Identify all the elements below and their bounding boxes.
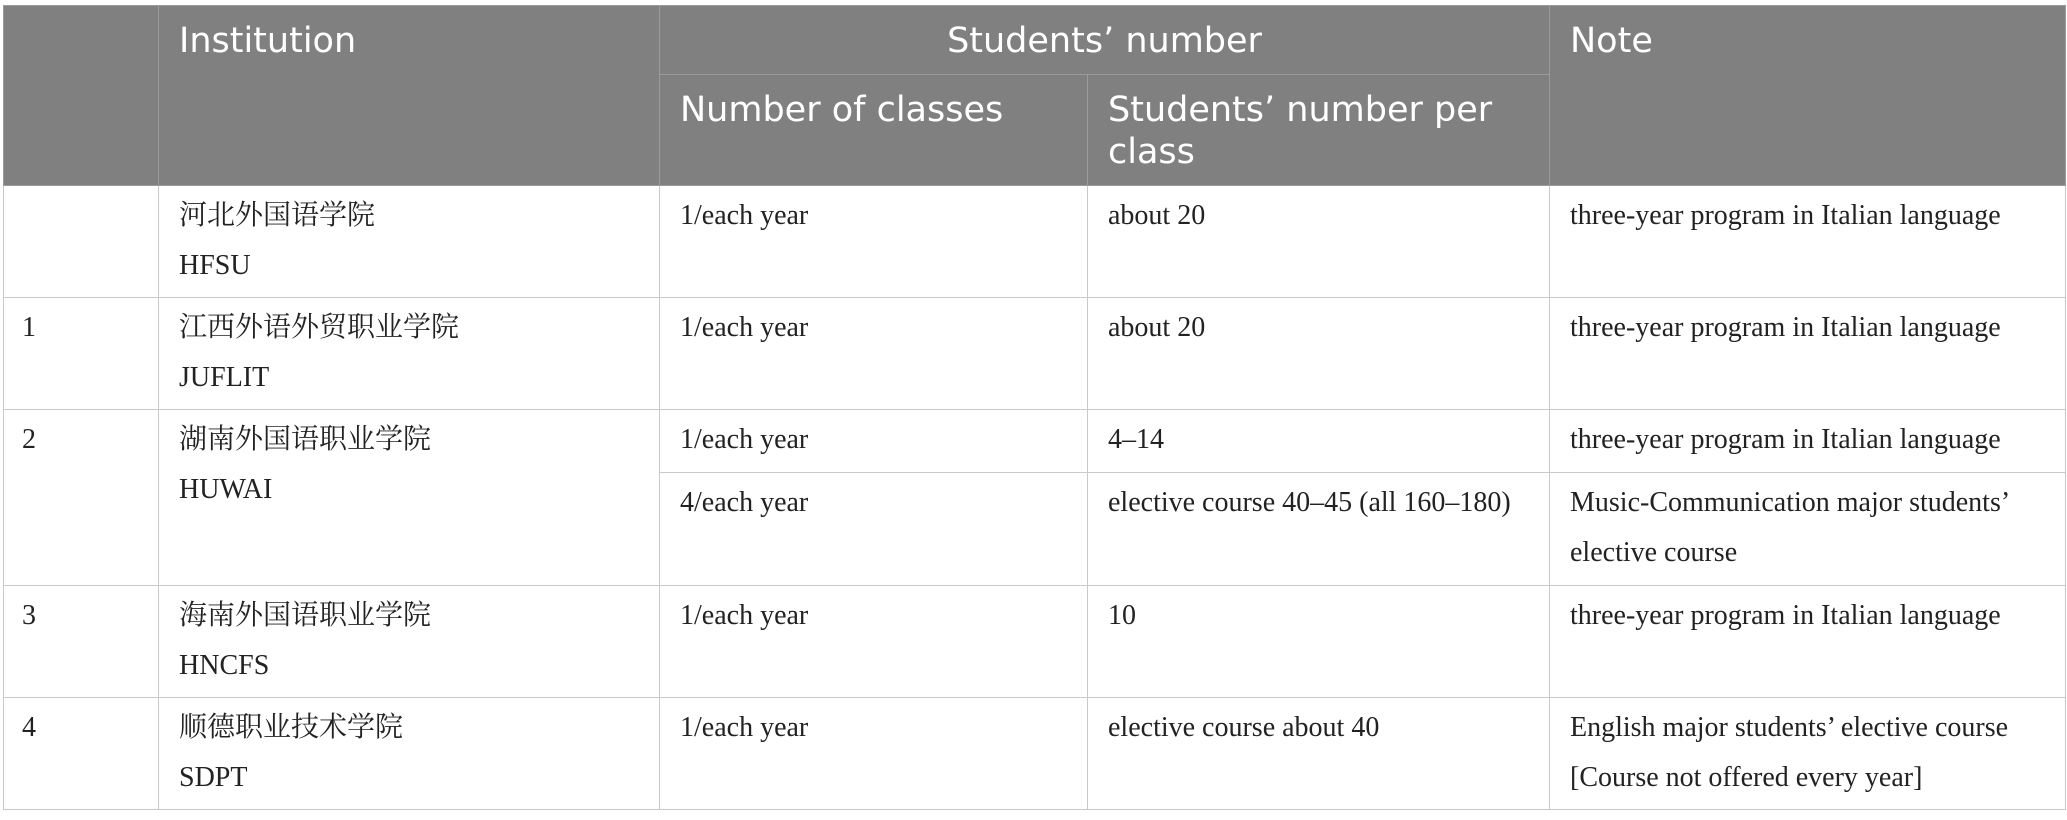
institution-cell [159, 410, 660, 586]
note-cell [1550, 473, 2066, 586]
per-class-cell: about 20 [1088, 186, 1550, 298]
table-header [4, 6, 2066, 186]
classes-cell: 1/each year [660, 186, 1088, 298]
classes-cell: 1/each year [660, 586, 1088, 698]
table-row [4, 186, 2066, 298]
note-cell [1550, 410, 2066, 473]
note-line: three-year program in Italian language [1570, 200, 2001, 231]
per-class-cell: about 20 [1088, 298, 1550, 410]
institutions-table [3, 5, 2066, 810]
institution-abbr: HUWAI [179, 474, 273, 505]
table-body [4, 186, 2066, 810]
per-class-cell: 4–14 [1088, 410, 1550, 473]
note-line: three-year program in Italian language [1570, 424, 2001, 455]
table-row [4, 698, 2066, 810]
header-index [4, 6, 159, 186]
note-cell [1550, 586, 2066, 698]
note-line: elective course [1570, 537, 1738, 568]
classes-cell: 1/each year [660, 410, 1088, 473]
row-index: 1 [4, 298, 159, 410]
row-index: 4 [4, 698, 159, 810]
institution-cell [159, 586, 660, 698]
table-row [4, 410, 2066, 473]
classes-cell: 4/each year [660, 473, 1088, 586]
institution-name-cn: 海南外国语职业学院 [179, 600, 432, 631]
institution-abbr: HNCFS [179, 650, 270, 681]
institution-cell [159, 186, 660, 298]
header-number-of-classes: Number of classes [660, 75, 1088, 186]
institution-name-cn: 河北外国语学院 [179, 200, 376, 231]
per-class-cell: elective course 40–45 (all 160–180) [1088, 473, 1550, 586]
note-cell [1550, 186, 2066, 298]
note-cell [1550, 698, 2066, 810]
classes-cell: 1/each year [660, 298, 1088, 410]
header-students-per-class: Students’ number per class [1088, 75, 1550, 186]
institution-abbr: HFSU [179, 250, 251, 281]
table-row [4, 298, 2066, 410]
row-index: 3 [4, 586, 159, 698]
note-line: three-year program in Italian language [1570, 312, 2001, 343]
row-index: 2 [4, 410, 159, 586]
per-class-cell: 10 [1088, 586, 1550, 698]
institution-cell [159, 298, 660, 410]
header-row-1 [4, 6, 2066, 75]
note-cell [1550, 298, 2066, 410]
institution-name-cn: 湖南外国语职业学院 [179, 424, 432, 455]
institution-abbr: JUFLIT [179, 362, 270, 393]
institution-name-cn: 顺德职业技术学院 [179, 712, 404, 743]
institution-cell [159, 698, 660, 810]
classes-cell: 1/each year [660, 698, 1088, 810]
header-students-number: Students’ number [660, 6, 1550, 75]
row-index [4, 186, 159, 298]
header-note: Note [1550, 6, 2066, 186]
note-line: English major students’ elective course [1570, 712, 2009, 743]
institution-abbr: SDPT [179, 762, 248, 793]
table-row [4, 586, 2066, 698]
institution-name-cn: 江西外语外贸职业学院 [179, 312, 460, 343]
note-line: three-year program in Italian language [1570, 600, 2001, 631]
per-class-cell: elective course about 40 [1088, 698, 1550, 810]
note-line: Music-Communication major students’ [1570, 487, 2011, 518]
note-line: [Course not offered every year] [1570, 762, 1923, 793]
header-institution: Institution [159, 6, 660, 186]
